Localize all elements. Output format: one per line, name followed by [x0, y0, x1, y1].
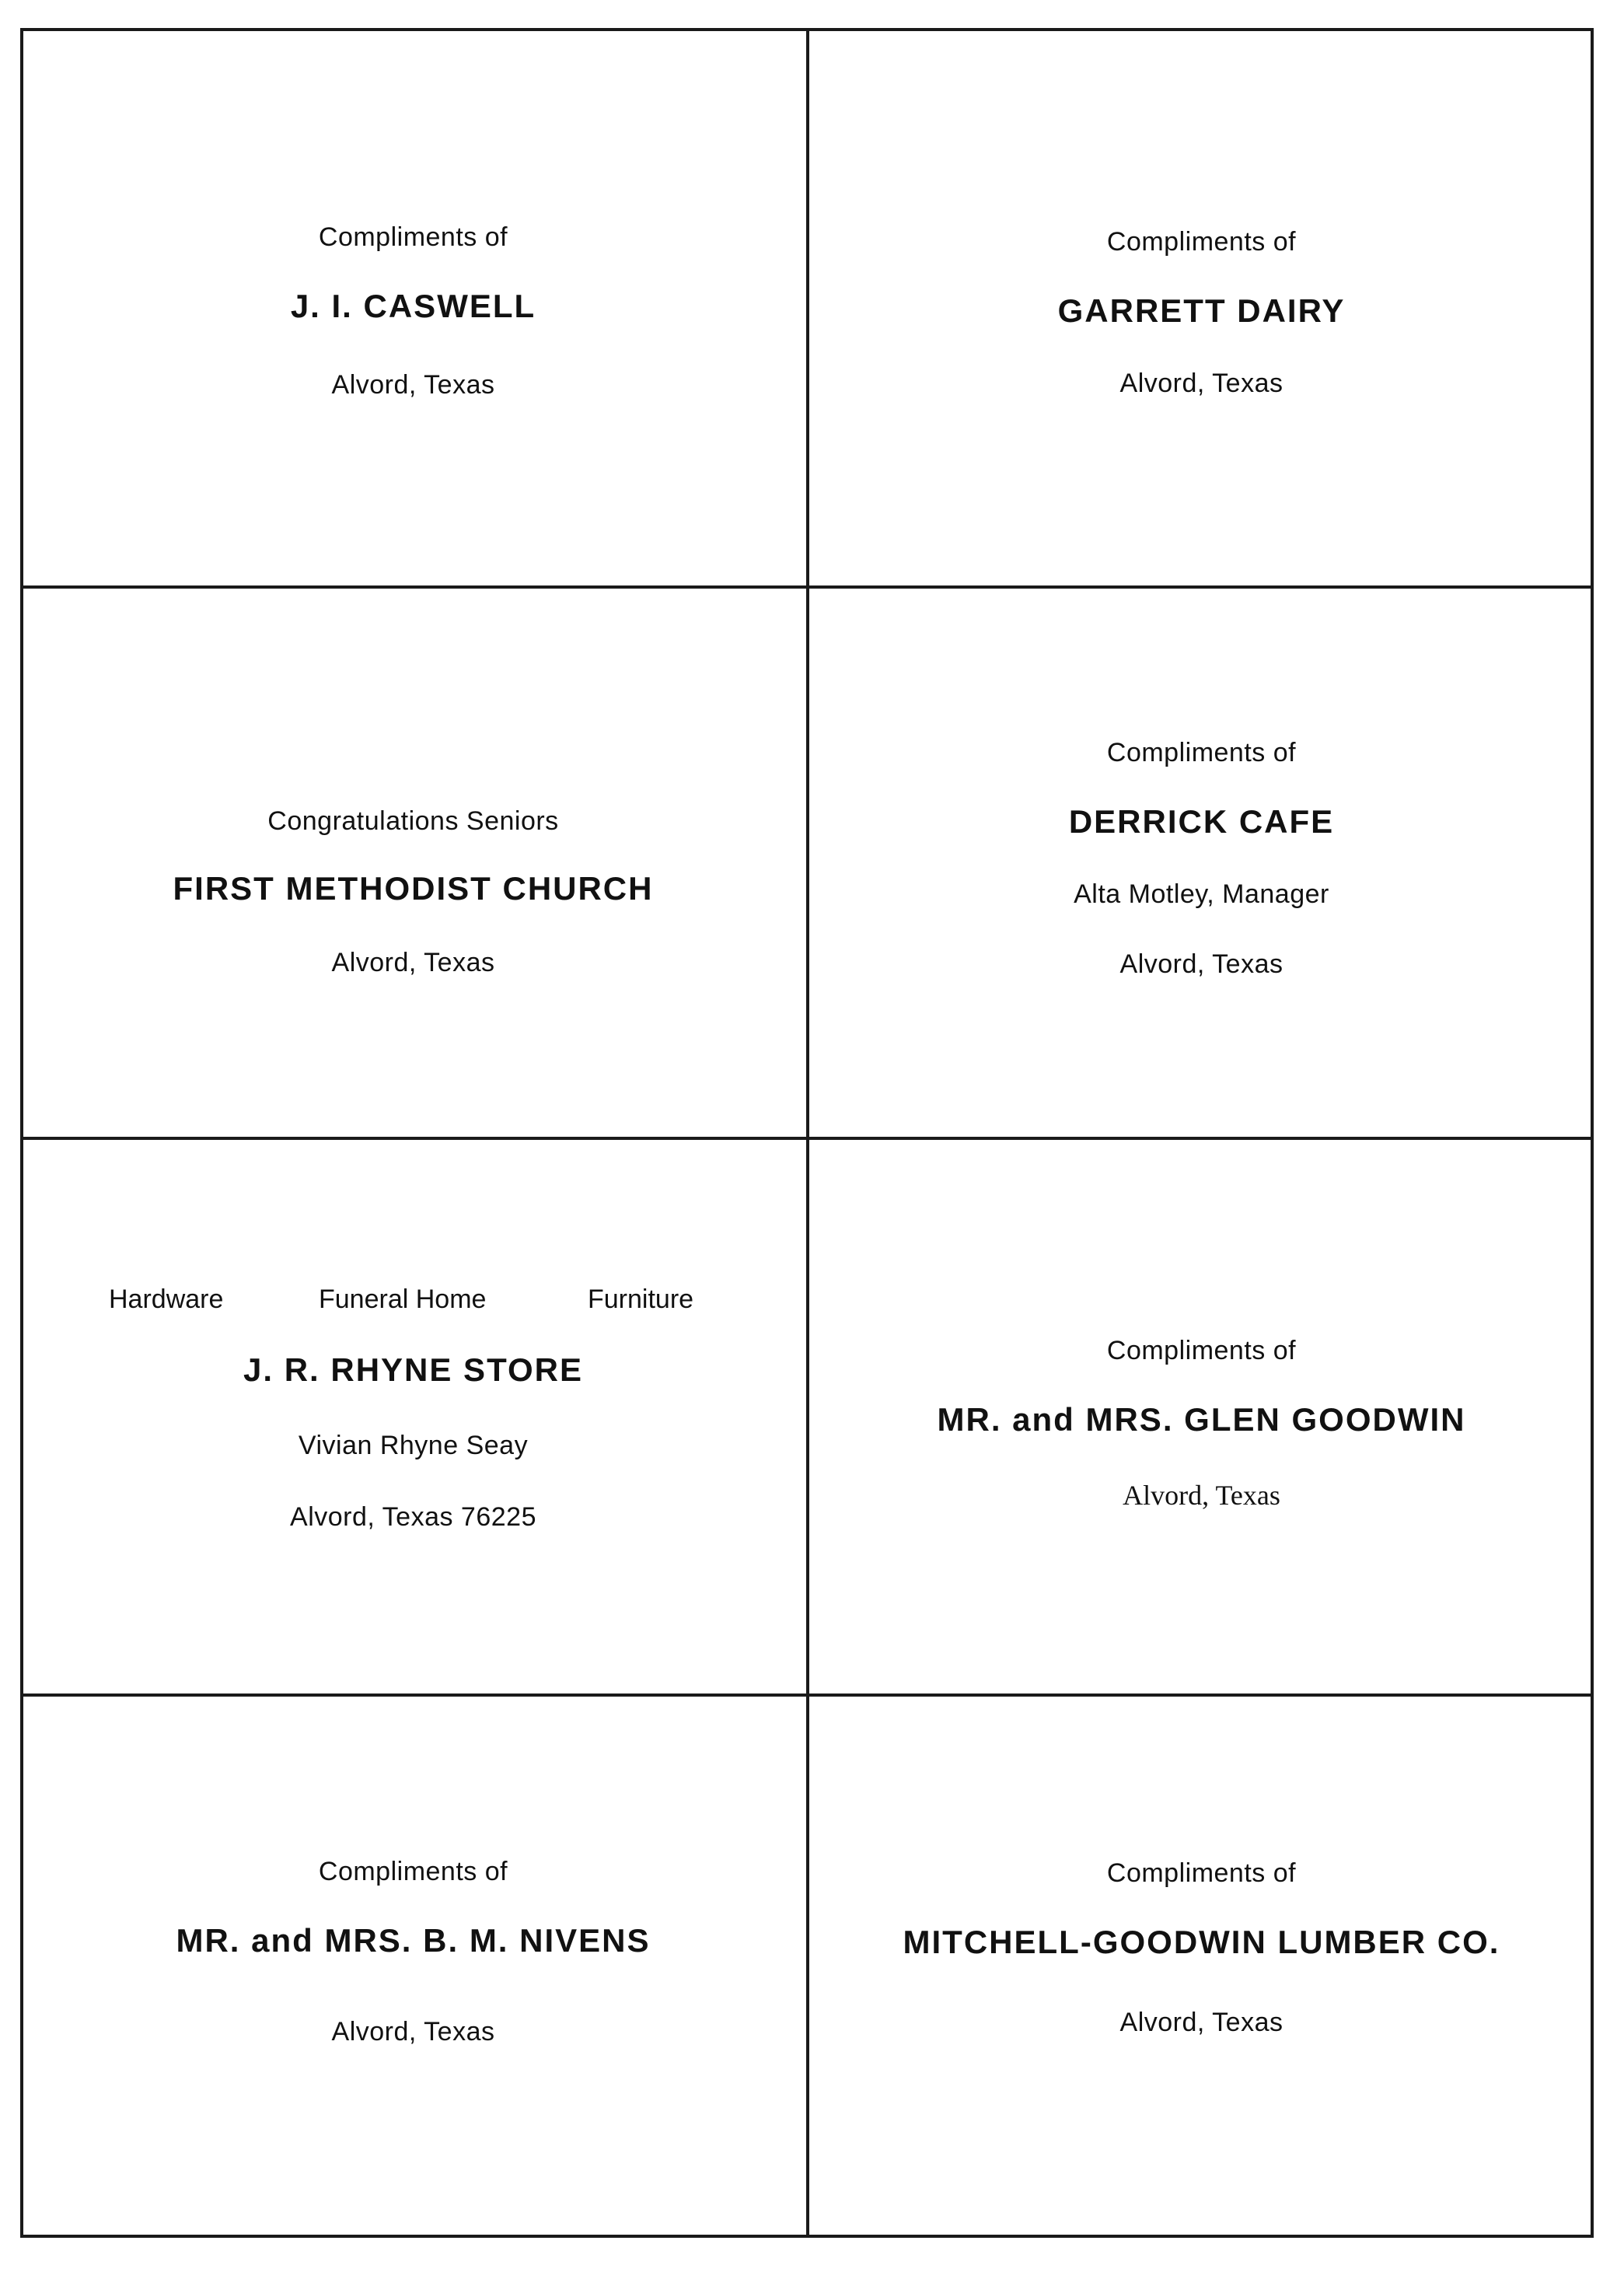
ad-intro: Congratulations Seniors	[267, 806, 559, 836]
ad-mitchell-goodwin-lumber	[809, 1697, 1594, 2238]
ad-intro: Compliments of	[1106, 1858, 1297, 1888]
ad-name: DERRICK CAFE	[1068, 803, 1335, 840]
ad-manager: Alta Motley, Manager	[1074, 879, 1329, 909]
ad-glen-goodwin	[809, 1140, 1594, 1694]
ad-location: Alvord, Texas	[331, 2017, 495, 2047]
ad-category: Furniture	[588, 1285, 694, 1314]
ad-categories	[20, 1285, 806, 1316]
ad-location: Alvord, Texas	[1119, 949, 1283, 979]
ad-intro: Compliments of	[1106, 227, 1297, 257]
ad-intro: Compliments of	[1106, 1336, 1297, 1365]
ad-location: Alvord, Texas	[1119, 369, 1283, 398]
ad-location: Alvord, Texas	[331, 948, 495, 977]
ad-name: MITCHELL-GOODWIN LUMBER CO.	[903, 1924, 1500, 1960]
ad-location: Alvord, Texas	[1123, 1480, 1280, 1511]
ad-nivens	[20, 1697, 806, 2238]
ad-intro: Compliments of	[318, 222, 508, 252]
ad-caswell	[20, 28, 806, 585]
ad-owner: Vivian Rhyne Seay	[298, 1431, 529, 1460]
ad-first-methodist	[20, 589, 806, 1137]
ad-location: Alvord, Texas	[1119, 2008, 1283, 2037]
ad-name: MR. and MRS. B. M. NIVENS	[176, 1922, 651, 1959]
ad-category: Funeral Home	[319, 1285, 487, 1314]
ad-name: J. I. CASWELL	[290, 288, 536, 324]
ad-garrett-dairy	[809, 28, 1594, 585]
ad-name: MR. and MRS. GLEN GOODWIN	[937, 1401, 1466, 1438]
ad-intro: Compliments of	[318, 1857, 508, 1886]
ad-derrick-cafe	[809, 589, 1594, 1137]
ad-name: J. R. RHYNE STORE	[243, 1351, 583, 1388]
ad-location: Alvord, Texas	[331, 370, 495, 400]
ad-intro: Compliments of	[1106, 738, 1297, 767]
ad-name: FIRST METHODIST CHURCH	[173, 870, 654, 907]
ad-category: Hardware	[109, 1285, 224, 1314]
ad-name: GARRETT DAIRY	[1057, 292, 1346, 329]
ad-rhyne-store	[20, 1140, 806, 1694]
ad-location: Alvord, Texas 76225	[290, 1502, 536, 1532]
